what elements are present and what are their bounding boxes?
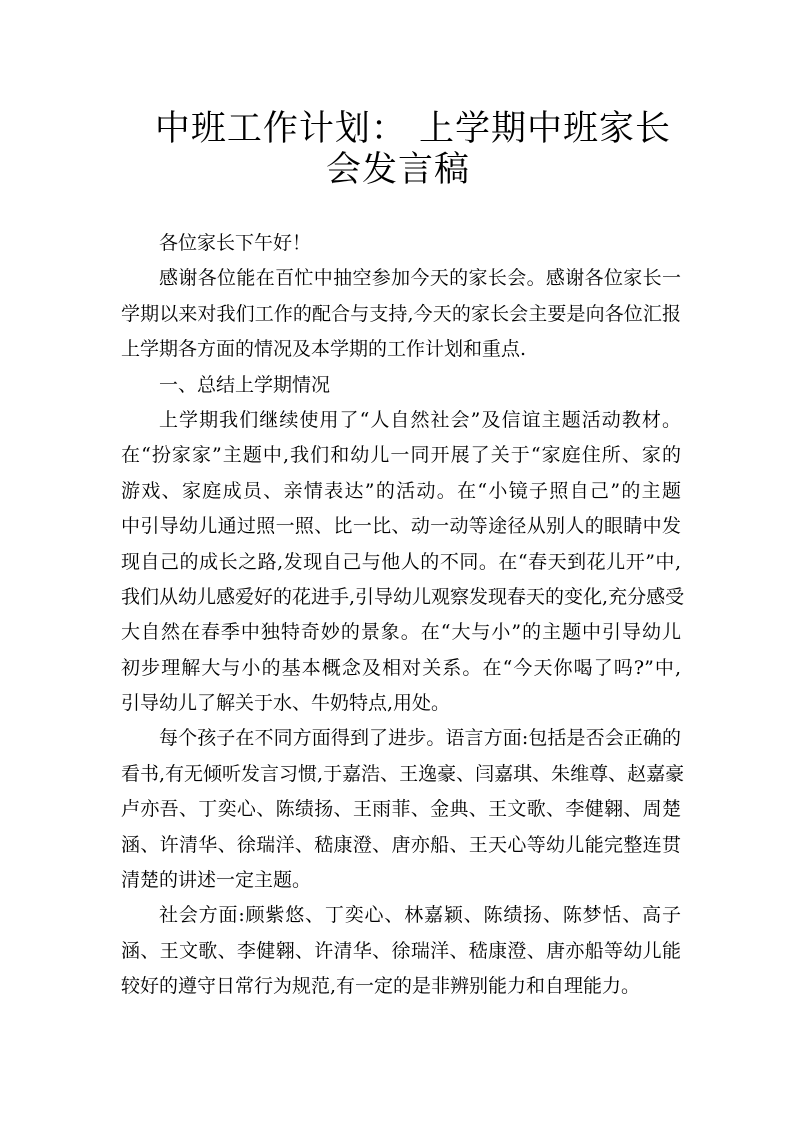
text-line: 引导幼儿了解关于水、牛奶特点,用处。: [121, 692, 451, 715]
text-line: 每个孩子在不同方面得到了进步。语言方面:包括是否会正确的: [159, 727, 681, 750]
text-line: 看书,有无倾听发言习惯,于嘉浩、王逸豪、闫嘉琪、朱维尊、赵嘉豪: [121, 762, 685, 785]
text-line: 现自己的成长之路,发现自己与他人的不同。在“春天到花儿开”中,: [121, 550, 681, 573]
text-line: 游戏、家庭成员、亲情表达”的活动。在“小镜子照自己”的主题: [121, 479, 681, 502]
text-line: 较好的遵守日常行为规范,有一定的是非辨别能力和自理能力。: [121, 975, 641, 998]
text-line: 涵、王文歌、李健翱、许清华、徐瑞洋、嵇康澄、唐亦船等幼儿能: [121, 939, 681, 962]
text-line: 各位家长下午好！: [159, 232, 312, 254]
text-line: 涵、许清华、徐瑞洋、嵇康澄、唐亦船、王天心等幼儿能完整连贯: [121, 833, 681, 856]
text-line: 上学期各方面的情况及本学期的工作计划和重点.: [121, 338, 527, 361]
text-line: 初步理解大与小的基本概念及相对关系。在“今天你喝了吗?”中,: [121, 656, 681, 679]
text-line: 一、总结上学期情况: [159, 373, 331, 396]
text-line: 学期以来对我们工作的配合与支持,今天的家长会主要是向各位汇报: [121, 302, 681, 325]
text-line: 卢亦吾、丁奕心、陈绩扬、王雨菲、金典、王文歌、李健翱、周楚: [121, 798, 681, 821]
document-body: [121, 226, 685, 1005]
document-title-line-2: 会发言稿: [325, 150, 470, 190]
text-line: 我们从幼儿感爱好的花进手,引导幼儿观察发现春天的变化,充分感受: [121, 585, 685, 608]
text-line: 中引导幼儿通过照一照、比一比、动一动等途径从别人的眼睛中发: [121, 515, 681, 538]
document-title-line-1: 中班工作计划： 上学期中班家长: [154, 109, 672, 149]
text-line: 上学期我们继续使用了“人自然社会”及信谊主题活动教材。: [159, 408, 681, 431]
text-line: 在“扮家家”主题中,我们和幼儿一同开展了关于“家庭住所、家的: [121, 444, 681, 467]
text-line: 清楚的讲述一定主题。: [121, 869, 312, 892]
text-line: 社会方面:顾紫悠、丁奕心、林嘉颖、陈绩扬、陈梦恬、高子: [159, 904, 681, 927]
text-line: 感谢各位能在百忙中抽空参加今天的家长会。感谢各位家长一: [159, 267, 681, 290]
text-line: 大自然在春季中独特奇妙的景象。在“大与小”的主题中引导幼儿: [121, 621, 681, 644]
